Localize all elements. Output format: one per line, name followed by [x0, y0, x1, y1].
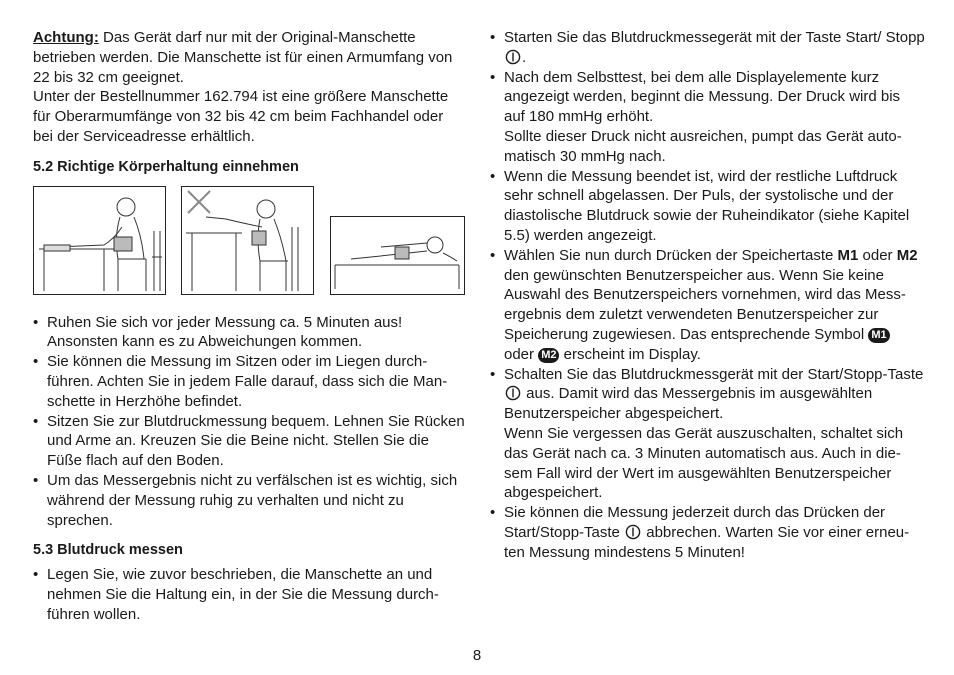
power-icon [625, 524, 641, 540]
intro-text-1: Das Gerät darf nur mit der Original-Manschette betrieben werden. Die Manschette ist für einen Armumfang von 22 bis 32 cm geeignet. [33, 29, 453, 86]
list-item: • Ruhen Sie sich vor jeder Messung ca. 5 Minuten aus! Ansonsten kann es zu Abweichungen kommen. [33, 313, 465, 353]
left-column [33, 28, 465, 625]
list-item: • Sie können die Messung im Sitzen oder im Liegen durch-führen. Achten Sie in jedem Falle darauf, dass sich die Man-schette in Herzhöhe befindet. [33, 352, 465, 411]
intro-paragraph [33, 28, 465, 87]
list-item: • Nach dem Selbsttest, bei dem alle Displayelemente kurz angezeigt werden, beginnt die Messung. Der Druck wird bis auf 180 mmHg erhöht. Sollte dieser Druck nicht ausreichen, pumpt das Gerät auto-matisch 30 mmHg nach. [490, 68, 925, 167]
intro-paragraph-2: Unter der Bestellnummer 162.794 ist eine größere Manschette für Oberarmumfänge von 32 bis 42 cm beim Fachhandel oder bei der Serviceadresse erhältlich. [33, 88, 449, 145]
figure-seated-correct [33, 186, 166, 295]
memory-key-m1: M1 [837, 246, 859, 264]
right-column [490, 28, 925, 563]
list-item: • Um das Messergebnis nicht zu verfälschen ist es wichtig, sich während der Messung ruhig zu verhalten und nicht zu sprechen. [33, 471, 465, 530]
section-5-2-list [33, 313, 465, 531]
cross-mark-icon [188, 191, 210, 213]
m1-symbol-badge: M1 [868, 328, 889, 343]
page-number: 8 [472, 647, 482, 664]
heading-5-3: 5.3 Blutdruck messen [33, 542, 183, 559]
attention-label: Achtung: [33, 29, 99, 46]
m2-symbol-badge: M2 [538, 348, 559, 363]
list-item: • Sitzen Sie zur Blutdruckmessung bequem. Lehnen Sie Rücken und Arme an. Kreuzen Sie die Beine nicht. Stellen Sie die Füße flach auf den Boden. [33, 412, 465, 471]
list-item: • Starten Sie das Blutdruckmessegerät mit der Taste Start/ Stopp . [490, 28, 925, 68]
list-item: • Wählen Sie nun durch Drücken der Speichertaste M1 oder M2 den gewünschten Benutzerspeicher aus. Wenn Sie keine Auswahl des Benutzerspeichers vornehmen, wird das Mess-ergebnis dem zuletzt verwendeten Benutzerspeicher zur Speicherung zugewiesen. Das entsprechende Symbol M1 oder M2 erscheint im Display. [490, 246, 925, 365]
power-icon [505, 385, 521, 401]
heading-5-2: 5.2 Richtige Körperhaltung einnehmen [33, 158, 299, 175]
list-item: • Sie können die Messung jederzeit durch das Drücken der Start/Stopp-Taste abbrechen. Warten Sie vor einer erneu-ten Messung mindestens 5 Minuten! [490, 503, 925, 562]
memory-key-m2: M2 [896, 246, 918, 264]
section-5-3-list [33, 565, 465, 624]
power-icon [505, 49, 521, 65]
measurement-steps-list [490, 28, 925, 563]
figure-lying [330, 216, 465, 295]
list-item: • Legen Sie, wie zuvor beschrieben, die Manschette an und nehmen Sie die Haltung ein, in der Sie die Messung durch-führen wollen. [33, 565, 465, 624]
figure-seated-incorrect [181, 186, 314, 295]
posture-illustrations [33, 186, 465, 304]
list-item: • Schalten Sie das Blutdruckmessgerät mit der Start/Stopp-Taste aus. Damit wird das Messergebnis im ausgewählten Benutzerspeicher abgespeichert. Wenn Sie vergessen das Gerät auszuschalten, schaltet sich das Gerät nach ca. 3 Minuten automatisch aus. Auch in die-sem Fall wird der Wert im ausgewählten Benutzerspeicher abgespeichert. [490, 365, 925, 504]
list-item: • Wenn die Messung beendet ist, wird der restliche Luftdruck sehr schnell abgelassen. Der Puls, der systolische und der diastolische Blutdruck sowie der Ruheindikator (siehe Kapitel 5.5) werden angezeigt. [490, 167, 925, 246]
